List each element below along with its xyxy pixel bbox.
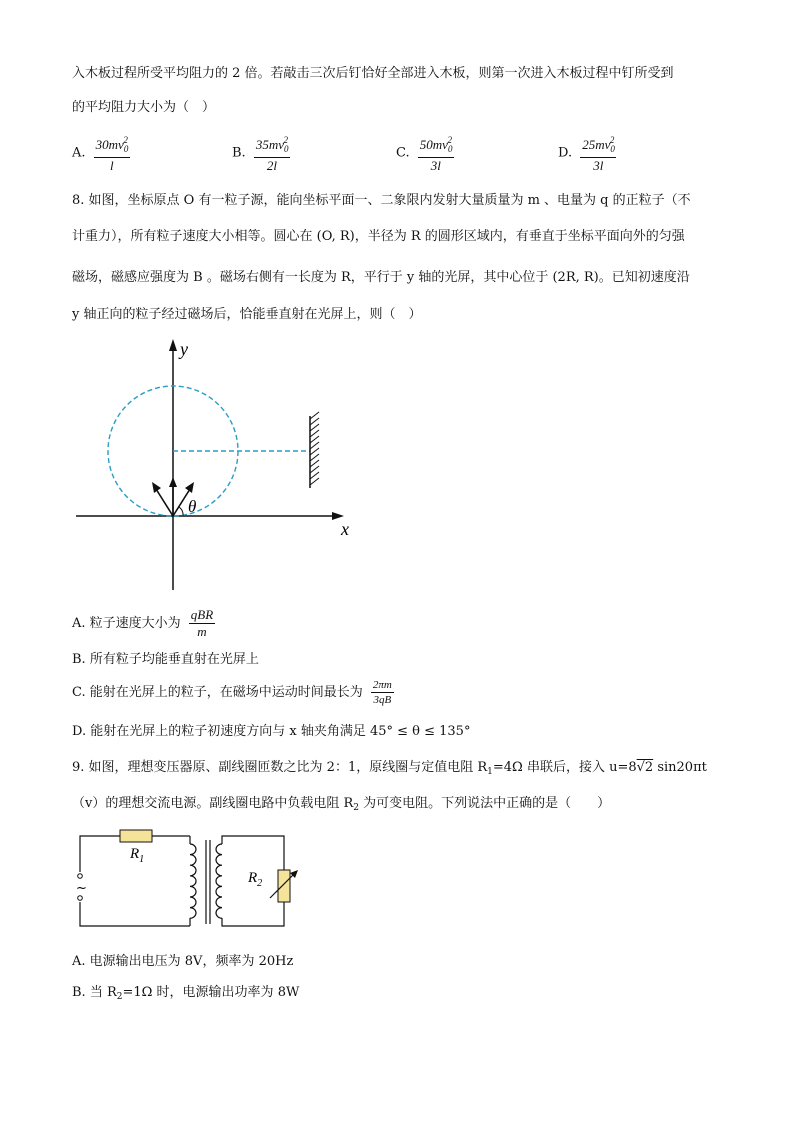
q8-line-2: 计重力），所有粒子速度大小相等。圆心在 (O, R)，半径为 R 的圆形区域内，有垂直于坐标平面向外的匀强 <box>72 229 685 244</box>
x-axis-label: x <box>341 519 349 539</box>
q7-option-d[interactable]: D. $\frac{25mv_0^2}{3l}$ <box>558 132 620 174</box>
q7-option-a[interactable]: A. $\frac{30mv_0^2}{l}$ <box>72 132 134 174</box>
q7-option-c[interactable]: C. $\frac{50mv_0^2}{3l}$ <box>396 132 458 174</box>
q8-option-c[interactable]: C. 能射在光屏上的粒子，在磁场中运动时间最长为 $\frac{2\pi m}{3qB}$ <box>72 679 392 706</box>
screen-hatching <box>310 412 319 485</box>
q9-line-1: 9. 如图，理想变压器原、副线圈匝数之比为 2：1，原线圈与定值电阻 $R_1=4\Omega$ 串联后，接入 u=8√2 sin20πt <box>72 760 707 777</box>
option-label: D. <box>558 145 573 161</box>
hatch-mark <box>310 466 319 473</box>
hatch-mark <box>310 412 319 419</box>
primary-coil <box>190 844 196 918</box>
q9-circuit <box>70 826 320 936</box>
q7-line-1: 入木板过程所受平均阻力的 2 倍。若敲击三次后钉恰好全部进入木板，则第一次进入木板过程中钉所受到 <box>72 66 674 81</box>
theta-label: θ <box>188 497 197 516</box>
q8-option-a[interactable]: A. 粒子速度大小为 $\frac{\text{qBR}}{m}$ <box>72 607 214 639</box>
resistor-r1 <box>120 830 152 842</box>
r1-label: $R_1$ <box>130 846 145 865</box>
q7-option-b[interactable]: B. $\frac{35mv_0^2}{2l}$ <box>232 132 294 174</box>
q8-figure <box>70 335 370 595</box>
secondary-wire <box>222 836 284 870</box>
q8-line-4: y 轴正向的粒子经过磁场后，恰能垂直射在光屏上，则（ ） <box>72 307 422 322</box>
arrowhead-icon <box>185 482 194 493</box>
arrowhead-icon <box>169 477 177 487</box>
y-axis-arrow-icon <box>169 339 177 351</box>
hatch-mark <box>310 430 319 437</box>
option-label: B. <box>232 145 246 161</box>
hatch-mark <box>310 448 319 455</box>
q8-option-d[interactable]: D. 能射在光屏上的粒子初速度方向与 x 轴夹角满足 45° ≤ θ ≤ 135° <box>72 724 471 739</box>
q9-line-2: （v）的理想交流电源。副线圈电路中负载电阻 $R_2$ 为可变电阻。下列说法中正确的是（ ） <box>72 796 611 813</box>
q7-line-2: 的平均阻力大小为（ ） <box>72 100 216 115</box>
y-axis-label: y <box>180 339 188 359</box>
hatch-mark <box>310 424 319 431</box>
velocity-arrow-left <box>156 489 173 516</box>
hatch-mark <box>310 436 319 443</box>
option-label: C. <box>396 145 410 161</box>
r2-label: $R_2$ <box>248 870 263 889</box>
arrowhead-icon <box>152 482 161 493</box>
q8-line-1: 8. 如图，坐标原点 O 有一粒子源，能向坐标平面一、二象限内发射大量质量为 m 、电量为 q 的正粒子（不 <box>72 193 691 208</box>
q8-option-b[interactable]: B. 所有粒子均能垂直射在光屏上 <box>72 652 259 667</box>
q9-option-a[interactable]: A. 电源输出电压为 8V，频率为 20Hz <box>72 954 294 969</box>
secondary-coil <box>216 844 222 918</box>
hatch-mark <box>310 460 319 467</box>
ac-source-icon: ~ <box>76 881 87 896</box>
coil-winding <box>190 844 196 918</box>
coil-winding <box>216 844 222 918</box>
secondary-wire <box>222 902 284 926</box>
hatch-mark <box>310 478 319 485</box>
q9-option-b[interactable]: B. 当 $R_2=1\Omega$ 时，电源输出功率为 8W <box>72 985 300 1002</box>
hatch-mark <box>310 454 319 461</box>
source-terminal <box>78 874 83 879</box>
q8-line-3: 磁场，磁感应强度为 B 。磁场右侧有一长度为 R，平行于 y 轴的光屏，其中心位于 (2R, R)。已知初速度沿 <box>72 270 690 285</box>
option-label: A. <box>72 145 86 161</box>
hatch-mark <box>310 418 319 425</box>
source-terminal <box>78 896 83 901</box>
variable-resistor-r2 <box>278 870 290 902</box>
hatch-mark <box>310 442 319 449</box>
hatch-mark <box>310 472 319 479</box>
